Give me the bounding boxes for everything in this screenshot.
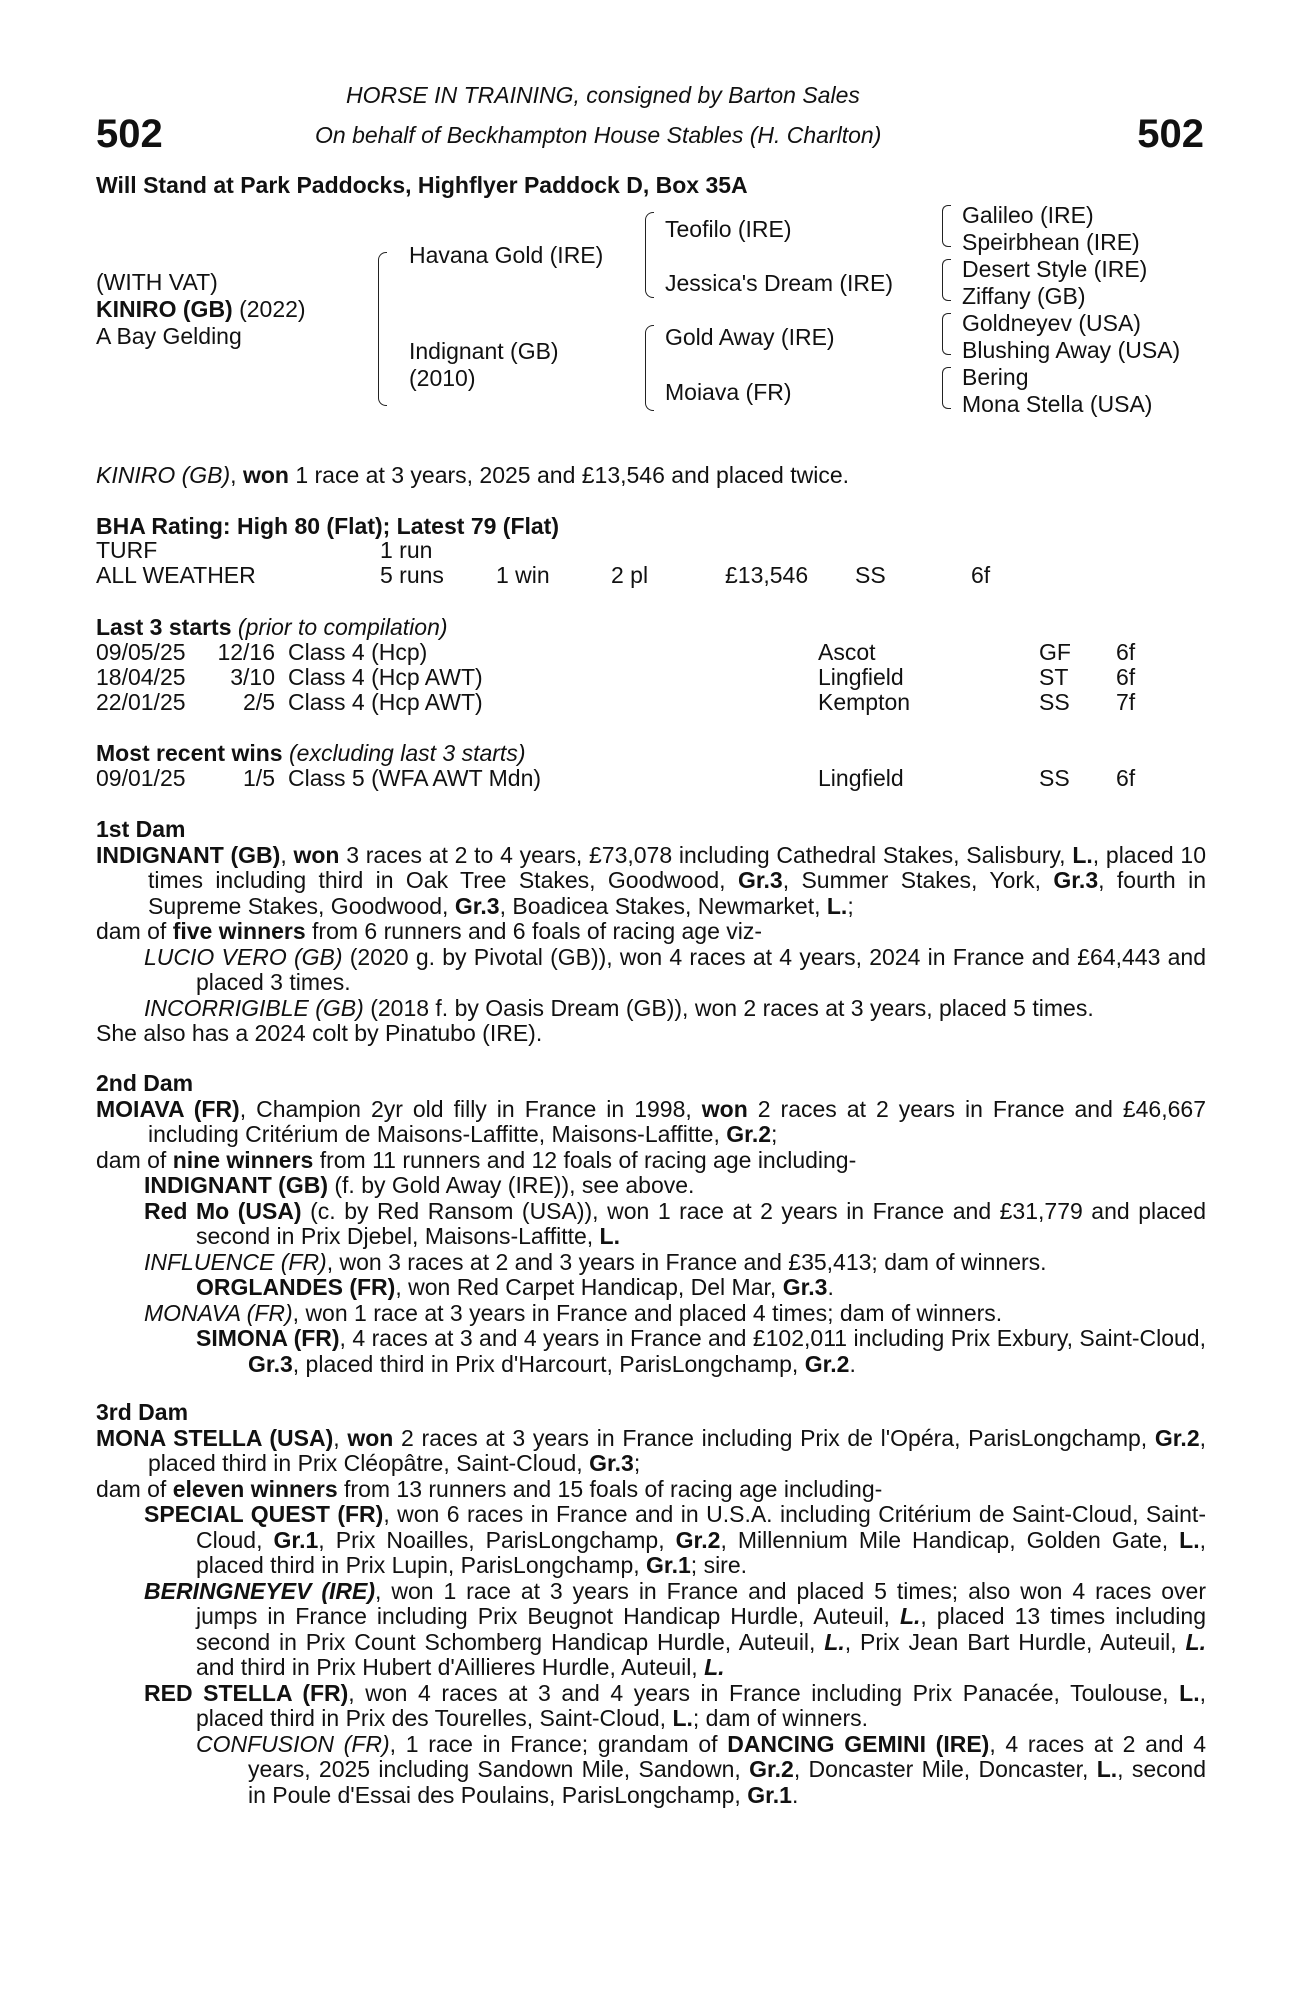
list-item: SPECIAL QUEST (FR), won 6 races in France and in U.S.A. including Critérium de Saint-Cloud, Saint-Cloud, Gr.1, Prix Noailles, ParisLongchamp, Gr.2, Millennium Mile Handicap, Golden Gate, L., placed third in Prix Lupin, ParisLongchamp, Gr.1; sire. (144, 1501, 1207, 1578)
pedigree-dam-dam: Moiava (FR) (665, 379, 792, 405)
start-date: 09/05/25 (96, 639, 186, 665)
start-distance: 7f (1116, 689, 1136, 715)
start-position: 2/5 (243, 689, 275, 715)
pedigree-brace-main (378, 252, 387, 406)
pedigree-brace-sire (645, 212, 654, 298)
rating-earnings: £13,546 (725, 562, 809, 588)
pedigree-dam-name: Indignant (GB) (409, 338, 559, 364)
pedigree-dsd: Blushing Away (USA) (962, 337, 1181, 363)
table-row (96, 690, 1196, 715)
win-course: Lingfield (818, 765, 904, 791)
pedigree-brace-dam (645, 325, 654, 411)
pedigree-sire-dam: Jessica's Dream (IRE) (665, 270, 894, 296)
pedigree-sire-sire: Teofilo (IRE) (665, 216, 792, 242)
start-position: 12/16 (217, 639, 275, 665)
win-position: 1/5 (243, 765, 275, 791)
win-distance: 6f (1116, 765, 1136, 791)
list-item: Red Mo (USA) (c. by Red Ransom (USA)), won 1 race at 2 years in France and £31,779 and placed second in Prix Djebel, Maisons-Laffitte, L. (144, 1197, 1206, 1249)
table-row (96, 665, 1196, 690)
pedigree-ddd: Mona Stella (USA) (962, 391, 1153, 417)
table-row (96, 766, 1196, 791)
win-date: 09/01/25 (96, 765, 186, 791)
list-item: SIMONA (FR), 4 races at 3 and 4 years in France and £102,011 including Prix Exbury, Saint-Cloud, Gr.3, placed third in Prix d'Harcourt, ParisLongchamp, Gr.2. (196, 1325, 1206, 1377)
second-dam-section (96, 1071, 1206, 1377)
start-position: 3/10 (230, 664, 275, 690)
pedigree-dds: Bering (962, 364, 1029, 390)
horse-name-line (96, 296, 306, 323)
start-course: Lingfield (818, 664, 904, 690)
horse-name: KINIRO (GB) (96, 296, 233, 322)
dam-record: INDIGNANT (GB), won 3 races at 2 to 4 years, £73,078 including Cathedral Stakes, Salisbury, L., placed 10 times including third in Oak Tree Stakes, Goodwood, Gr.3, Summer Stakes, York, Gr.3, fourth in Supreme Stakes, Goodwood, Gr.3, Boadicea Stakes, Newmarket, L.; (96, 841, 1207, 919)
lot-number-right: 502 (1137, 112, 1204, 156)
dam-record: MONA STELLA (USA), won 2 races at 3 years in France including Prix de l'Opéra, ParisLongchamp, Gr.2, placed third in Prix Cléopâtre, Saint-Cloud, Gr.3; (96, 1424, 1207, 1476)
pedigree-ssd: Speirbhean (IRE) (962, 229, 1140, 255)
list-item: INDIGNANT (GB) (f. by Gold Away (IRE)), see above. (144, 1172, 695, 1198)
start-distance: 6f (1116, 639, 1136, 665)
list-item: RED STELLA (FR), won 4 races at 3 and 4 years in France including Prix Panacée, Toulouse, L., placed third in Prix des Tourelles, Saint-Cloud, L.; dam of winners. (144, 1679, 1206, 1731)
rating-runs: 5 runs (380, 562, 444, 588)
pedigree-brace-g2 (942, 259, 951, 301)
pedigree-dam-year: (2010) (409, 365, 476, 391)
rating-wins: 1 win (496, 562, 550, 588)
first-dam-section (96, 817, 1206, 1047)
list-item: INCORRIGIBLE (GB) (2018 f. by Oasis Dream (GB)), won 2 races at 3 years, placed 5 times. (144, 994, 1094, 1021)
start-race: Class 4 (Hcp AWT) (288, 689, 483, 715)
race-summary: KINIRO (GB), won 1 race at 3 years, 2025 and £13,546 and placed twice. (96, 462, 850, 488)
list-item: BERINGNEYEV (IRE), won 1 race at 3 years in France and placed 5 times; also won 4 races over jumps in France including Prix Beugnot Handicap Hurdle, Auteuil, L., placed 13 times including second in Prix Count Schomberg Handicap Hurdle, Auteuil, L., Prix Jean Bart Hurdle, Auteuil, L. and third in Prix Hubert d'Aillieres Hurdle, Auteuil, L. (144, 1577, 1206, 1680)
list-item: ORGLANDES (FR), won Red Carpet Handicap, Del Mar, Gr.3. (196, 1274, 834, 1300)
start-race: Class 4 (Hcp AWT) (288, 664, 483, 690)
pedigree-dss: Goldneyev (USA) (962, 310, 1141, 336)
lot-number-left: 502 (96, 112, 163, 156)
win-going: SS (1039, 765, 1070, 791)
dam-produce-summary: dam of five winners from 6 runners and 6 foals of racing age viz- (96, 918, 763, 944)
pedigree-brace-g4 (942, 367, 951, 409)
location-line: Will Stand at Park Paddocks, Highflyer Paddock D, Box 35A (96, 172, 748, 198)
start-course: Ascot (818, 639, 876, 665)
pedigree-sdd: Ziffany (GB) (962, 283, 1086, 309)
horse-description: A Bay Gelding (96, 323, 242, 349)
list-item: INFLUENCE (FR), won 3 races at 2 and 3 years in France and £35,413; dam of winners. (144, 1248, 1047, 1275)
rating-surface: TURF (96, 537, 158, 563)
rating-row-aw (96, 563, 1196, 588)
horse-year: (2022) (232, 296, 306, 322)
pedigree-sire: Havana Gold (IRE) (409, 242, 604, 268)
start-going: SS (1039, 689, 1070, 715)
rating-going: SS (855, 562, 886, 588)
pedigree-brace-g3 (942, 313, 951, 355)
rating-distance: 6f (971, 562, 991, 588)
section-heading: 1st Dam (96, 816, 186, 842)
pedigree-sss: Galileo (IRE) (962, 202, 1094, 228)
section-heading: 2nd Dam (96, 1070, 194, 1096)
summary-won: won (242, 462, 289, 488)
start-date: 18/04/25 (96, 664, 186, 690)
summary-horse-name: KINIRO (GB) (96, 462, 231, 488)
list-item: CONFUSION (FR), 1 race in France; grandam of DANCING GEMINI (IRE), 4 races at 2 and 4 years, 2025 including Sandown Mile, Sandown, Gr.2, Doncaster Mile, Doncaster, L., second in Poule d'Essai des Poulains, ParisLongchamp, Gr.1. (196, 1730, 1206, 1808)
pedigree-brace-g1 (942, 205, 951, 247)
vendor-line: On behalf of Beckhampton House Stables (H. Charlton) (315, 122, 882, 148)
rating-placed: 2 pl (611, 562, 649, 588)
last-starts-heading: Last 3 starts (prior to compilation) (96, 614, 448, 640)
dam-produce-summary: dam of nine winners from 11 runners and 12 foals of racing age including- (96, 1146, 857, 1173)
table-row (96, 640, 1196, 665)
section-heading: 3rd Dam (96, 1399, 189, 1425)
pedigree-dam-sire: Gold Away (IRE) (665, 324, 835, 350)
list-item: MONAVA (FR), won 1 race at 3 years in France and placed 4 times; dam of winners. (144, 1299, 1003, 1326)
rating-runs: 1 run (380, 537, 433, 563)
win-race: Class 5 (WFA AWT Mdn) (288, 765, 542, 791)
recent-wins-heading: Most recent wins (excluding last 3 starts) (96, 740, 526, 766)
consignment-line: HORSE IN TRAINING, consigned by Barton Sales (346, 82, 860, 108)
summary-text: 1 race at 3 years, 2025 and £13,546 and placed twice. (288, 462, 850, 488)
third-dam-section (96, 1400, 1206, 1808)
dam-record: MOIAVA (FR), Champion 2yr old filly in France in 1998, won 2 races at 2 years in France and £46,667 including Critérium de Maisons-Laffitte, Maisons-Laffitte, Gr.2; (96, 1095, 1206, 1147)
dam-note: She also has a 2024 colt by Pinatubo (IRE). (96, 1020, 543, 1046)
start-date: 22/01/25 (96, 689, 186, 715)
list-item: LUCIO VERO (GB) (2020 g. by Pivotal (GB)), won 4 races at 4 years, 2024 in France and £64,443 and placed 3 times. (144, 943, 1206, 995)
rating-surface: ALL WEATHER (96, 562, 256, 588)
start-distance: 6f (1116, 664, 1136, 690)
vat-note: (WITH VAT) (96, 269, 218, 295)
start-going: GF (1039, 639, 1071, 665)
start-race: Class 4 (Hcp) (288, 639, 428, 665)
rating-row-turf (96, 538, 1196, 563)
start-going: ST (1039, 664, 1069, 690)
dam-produce-summary: dam of eleven winners from 13 runners and 15 foals of racing age including- (96, 1475, 883, 1502)
start-course: Kempton (818, 689, 911, 715)
pedigree-sds: Desert Style (IRE) (962, 256, 1148, 282)
bha-rating: BHA Rating: High 80 (Flat); Latest 79 (Flat) (96, 513, 559, 539)
